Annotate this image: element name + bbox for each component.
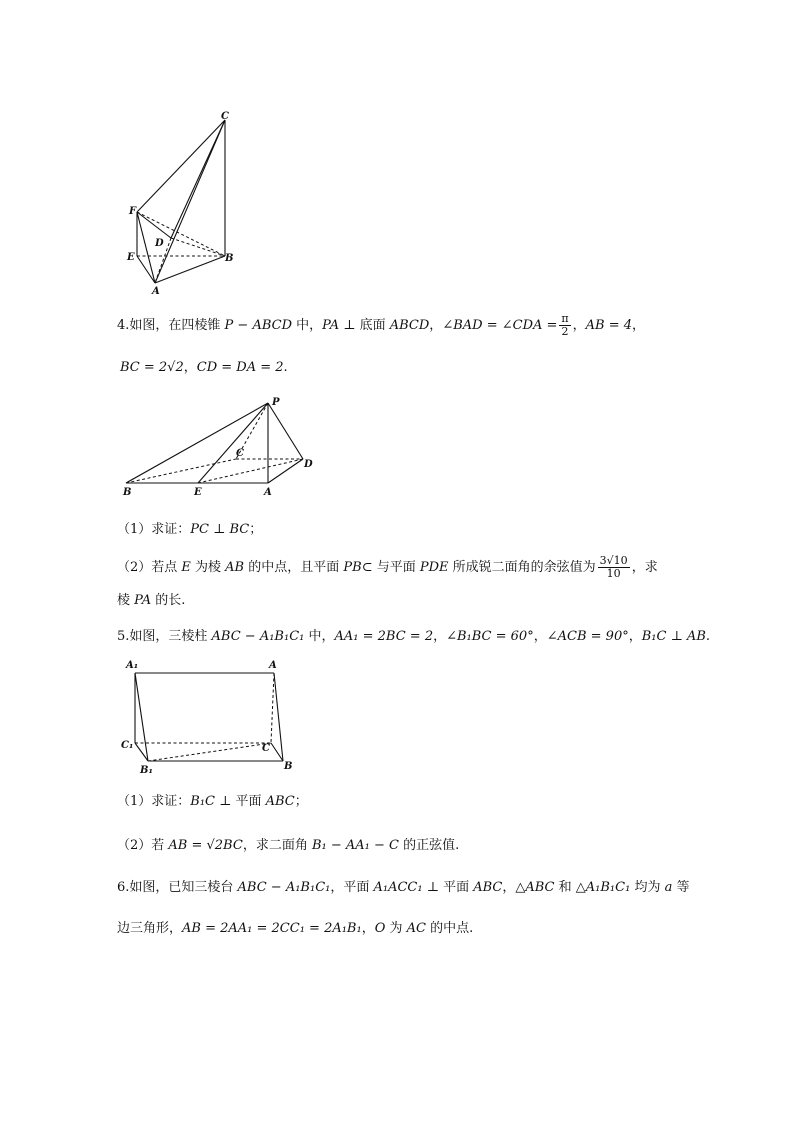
figure-1-diagram	[115, 110, 245, 300]
p5-expr: AA₁ = 2BC = 2	[334, 629, 434, 644]
p4-text: 中，	[292, 318, 323, 333]
p5-expr: ∠B₁BC = 60°	[446, 629, 534, 644]
p6-text: 等	[672, 880, 690, 895]
p4-q1-expr: PC ⊥ BC	[190, 522, 250, 537]
problem-5-diagram	[118, 655, 298, 775]
p4-q2-text: 的中点，且平面	[244, 560, 344, 575]
p4-q2-text: ，求	[631, 560, 658, 575]
fig3-label-b1: B₁	[140, 765, 153, 775]
fig3-label-c1: C₁	[121, 740, 134, 751]
p4-expr-bc: BC = 2√2	[120, 360, 184, 375]
p4-text: ，	[183, 360, 197, 375]
p4-q1-text: （1）求证：	[117, 522, 191, 537]
fig2-label-p: P	[272, 397, 280, 408]
problem-6-line-1	[117, 878, 689, 898]
p5-expr: ABC − A₁B₁C₁	[211, 629, 305, 644]
p4-expr-base: ABCD	[389, 318, 430, 333]
fig2-label-b: B	[123, 487, 132, 498]
p4-q2-text: 为棱	[190, 560, 226, 575]
p5-expr: B₁C ⊥ AB	[641, 629, 706, 644]
p4-q2-text: （2）若点	[117, 560, 182, 575]
p6-text: 均为	[630, 880, 665, 895]
fig2-label-d: D	[304, 459, 313, 470]
p4-text: ，	[572, 318, 586, 333]
p6-text: 和	[554, 880, 576, 895]
p4-q2-text: 的长.	[151, 593, 186, 608]
p5-text: 中，	[304, 629, 335, 644]
p5-q1-text: ；	[294, 794, 308, 809]
p4-text: .	[283, 360, 288, 375]
p5-q2-expr: B₁ − AA₁ − C	[311, 838, 399, 853]
p4-text: ，	[429, 318, 443, 333]
fig1-label-c: C	[221, 111, 229, 122]
p6-text: 平面	[438, 880, 474, 895]
p5-text: ，	[628, 629, 642, 644]
p4-expr-angles: ∠BAD = ∠CDA =	[442, 318, 558, 333]
p6-expr: △ABC	[515, 880, 555, 895]
p5-q1-text: 平面	[231, 794, 266, 809]
fig3-label-c: C	[262, 743, 270, 754]
p4-q2-text: 棱	[117, 593, 135, 608]
p4-q1-text: ；	[249, 522, 263, 537]
p6-text: 边三角形，	[117, 921, 183, 936]
p6-expr: a	[664, 880, 673, 895]
p6-expr: ABC	[473, 880, 503, 895]
p4-expr-pyramid: P − ABCD	[224, 318, 293, 333]
p5-expr: ∠ACB = 90°	[546, 629, 629, 644]
fig3-label-a1: A₁	[126, 660, 139, 671]
p4-q2-expr: PB⊂	[343, 560, 373, 575]
p4-q2-expr: PDE	[419, 560, 449, 575]
p4-fraction-pi-over-2: $\frac{\pi}{2}$	[561, 312, 569, 338]
problem-4-diagram	[118, 393, 318, 498]
p5-q2-text: （2）若	[117, 838, 169, 853]
p5-q1-expr: B₁C ⊥	[190, 794, 232, 809]
problem-5-line-1	[117, 627, 710, 647]
p5-text: 5.如图，三棱柱	[117, 629, 212, 644]
p6-text: 的中点.	[426, 921, 474, 936]
p5-text: ，	[533, 629, 547, 644]
problem-4-question-2-line-2	[117, 591, 185, 611]
fig2-label-c: C	[236, 448, 244, 459]
p5-q1-expr: ABC	[265, 794, 295, 809]
p4-q2-text: 所成锐二面角的余弦值为	[448, 560, 596, 575]
p4-q2-expr: AB	[225, 560, 245, 575]
p6-expr: △A₁B₁C₁	[575, 880, 631, 895]
p5-q2-text: 的正弦值.	[398, 838, 460, 853]
p4-q2-fraction: $\frac{3√10}{10}$	[599, 554, 628, 580]
p4-expr-ab: AB = 4	[585, 318, 633, 333]
p5-text: .	[705, 629, 711, 644]
problem-6-line-2	[117, 919, 473, 939]
p4-text: ，	[632, 318, 646, 333]
p6-text: 6.如图，已知三棱台	[117, 880, 238, 895]
fig1-label-a: A	[152, 286, 160, 297]
p5-q2-expr: AB = √2BC	[168, 838, 243, 853]
p6-expr: AB = 2AA₁ = 2CC₁ = 2A₁B₁	[182, 921, 362, 936]
problem-4-line-2	[120, 358, 288, 378]
fig2-label-e: E	[194, 487, 202, 498]
p6-text: ，	[502, 880, 516, 895]
fig1-label-b: B	[225, 253, 234, 264]
p6-text: ，平面	[330, 880, 374, 895]
p4-text: 底面	[355, 318, 390, 333]
p4-expr-cd-da: CD = DA = 2	[196, 360, 284, 375]
p5-text: ，	[433, 629, 447, 644]
p4-expr-perp: PA ⊥	[322, 318, 356, 333]
fig2-label-a: A	[264, 487, 272, 498]
fig1-label-e: E	[127, 252, 135, 263]
fig3-label-a: A	[269, 660, 277, 671]
problem-4-question-2-line-1	[117, 555, 658, 580]
problem-4-line-1	[117, 313, 645, 338]
p6-text: ，	[361, 921, 375, 936]
p6-expr: A₁ACC₁ ⊥	[373, 880, 439, 895]
p5-q2-text: ，求二面角	[242, 838, 312, 853]
problem-5-question-1	[117, 792, 308, 812]
p6-expr: AC	[406, 921, 426, 936]
p4-q2-expr: E	[181, 560, 191, 575]
p5-q1-text: （1）求证：	[117, 794, 191, 809]
p4-q2-text: 与平面	[372, 560, 420, 575]
p6-text: 为	[385, 921, 407, 936]
p6-expr: ABC − A₁B₁C₁	[237, 880, 331, 895]
p6-expr: O	[374, 921, 386, 936]
problem-5-question-2	[117, 836, 459, 856]
fig1-label-d: D	[155, 238, 164, 249]
p4-q2-expr: PA	[134, 593, 152, 608]
fig1-label-f: F	[129, 206, 137, 217]
problem-4-question-1	[117, 520, 262, 540]
p4-text: 4.如图，在四棱锥	[117, 318, 225, 333]
fig3-label-b: B	[284, 761, 293, 772]
